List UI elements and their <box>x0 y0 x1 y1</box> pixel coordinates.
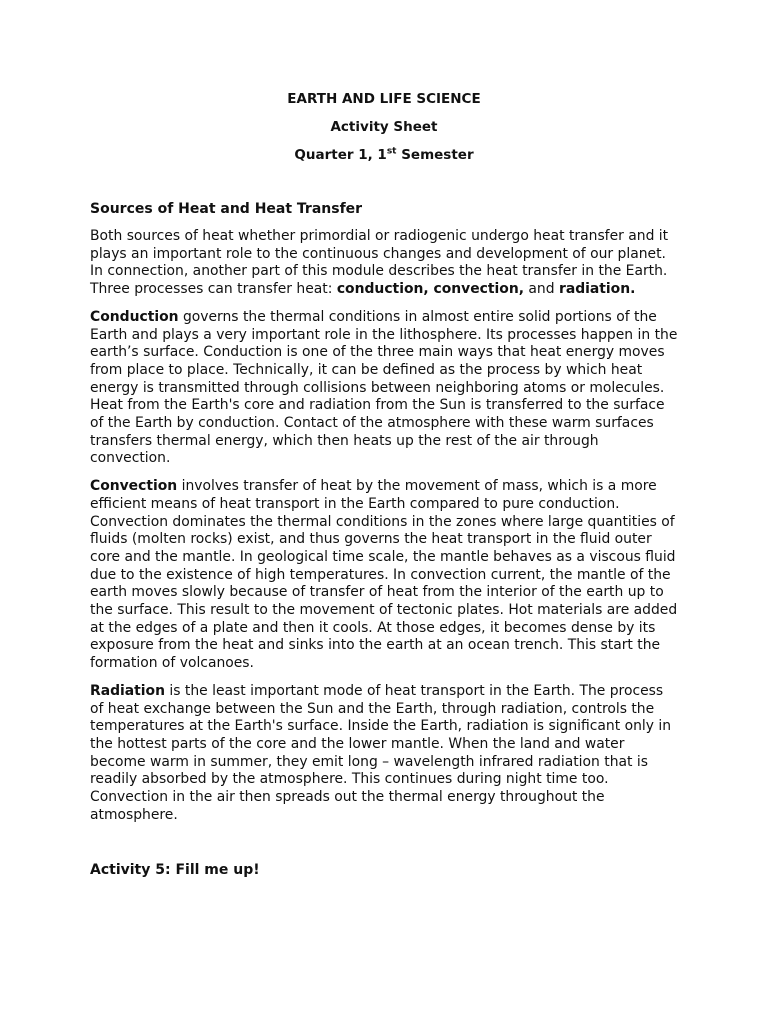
convection-term: Convection <box>90 478 178 495</box>
radiation-text: is the least important mode of heat transport in the Earth. The process of heat exchange between the Sun and the Earth, through radiation, controls the temperatures at the Earth's surface. Inside the Earth, radiation is significant only in the hottest parts of the core and the lower mantle. When the land and water become warm in summer, they emit long – wavelength infrared radiation that is readily absorbed by the atmosphere. This continues during night time too. Convection in the air then spreads out the thermal energy throughout the atmosphere. <box>90 682 672 823</box>
title-block <box>90 90 678 164</box>
sheet-title: Activity Sheet <box>330 119 438 135</box>
subject-title: EARTH AND LIFE SCIENCE <box>287 91 481 107</box>
intro-bold-last: radiation. <box>558 281 636 298</box>
conduction-term: Conduction <box>90 308 179 325</box>
intro-text: Both sources of heat whether primordial or radiogenic undergo heat transfer and it plays an important role to the continuous changes and development of our planet. In connection, another part of this module describes the heat transfer in the Earth. Three processes can transfer heat: <box>90 228 669 298</box>
radiation-term: Radiation <box>90 682 165 699</box>
convection-text: involves transfer of heat by the movement of mass, which is a more efficient means of heat transport in the Earth compared to pure conduction. Convection dominates the thermal conditions in the zones where large quantities of fluids (molten rocks) exist, and thus governs the heat transport in the fluid outer core and the mantle. In geological time scale, the mantle behaves as a viscous fluid due to the existence of high temperatures. In convection current, the mantle of the earth moves slowly because of transfer of heat from the interior of the earth up to the surface. This result to the movement of tectonic plates. Hot materials are added at the edges of a plate and then it cools. At those edges, it becomes dense by its exposure from the heat and sinks into the earth at an ocean trench. This start the formation of volcanoes. <box>90 478 678 672</box>
quarter-semester <box>90 146 678 164</box>
intro-bold-list: conduction, convection, <box>336 281 524 298</box>
conduction-text: governs the thermal conditions in almost entire solid portions of the Earth and plays a very important role in the lithosphere. Its processes happen in the earth’s surface. Conduction is one of the three main ways that heat energy moves from place to place. Technically, it can be defined as the process by which heat energy is transmitted through collisions between neighboring atoms or molecules. Heat from the Earth's core and radiation from the Sun is transferred to the surface of the Earth by conduction. Contact of the atmosphere with these warm surfaces transfers thermal energy, which then heats up the rest of the air through convection. <box>90 308 678 467</box>
quarter-prefix: Quarter 1, 1 <box>294 147 387 163</box>
convection-paragraph <box>90 478 678 673</box>
activity-heading: Activity 5: Fill me up! <box>90 861 260 878</box>
section-heading: Sources of Heat and Heat Transfer <box>90 201 363 217</box>
document-page <box>90 90 678 879</box>
radiation-paragraph <box>90 683 678 825</box>
intro-paragraph <box>90 228 678 299</box>
conduction-paragraph <box>90 309 678 468</box>
ordinal-suffix: st <box>386 146 397 157</box>
intro-and: and <box>524 281 559 298</box>
semester-label: Semester <box>396 147 474 163</box>
